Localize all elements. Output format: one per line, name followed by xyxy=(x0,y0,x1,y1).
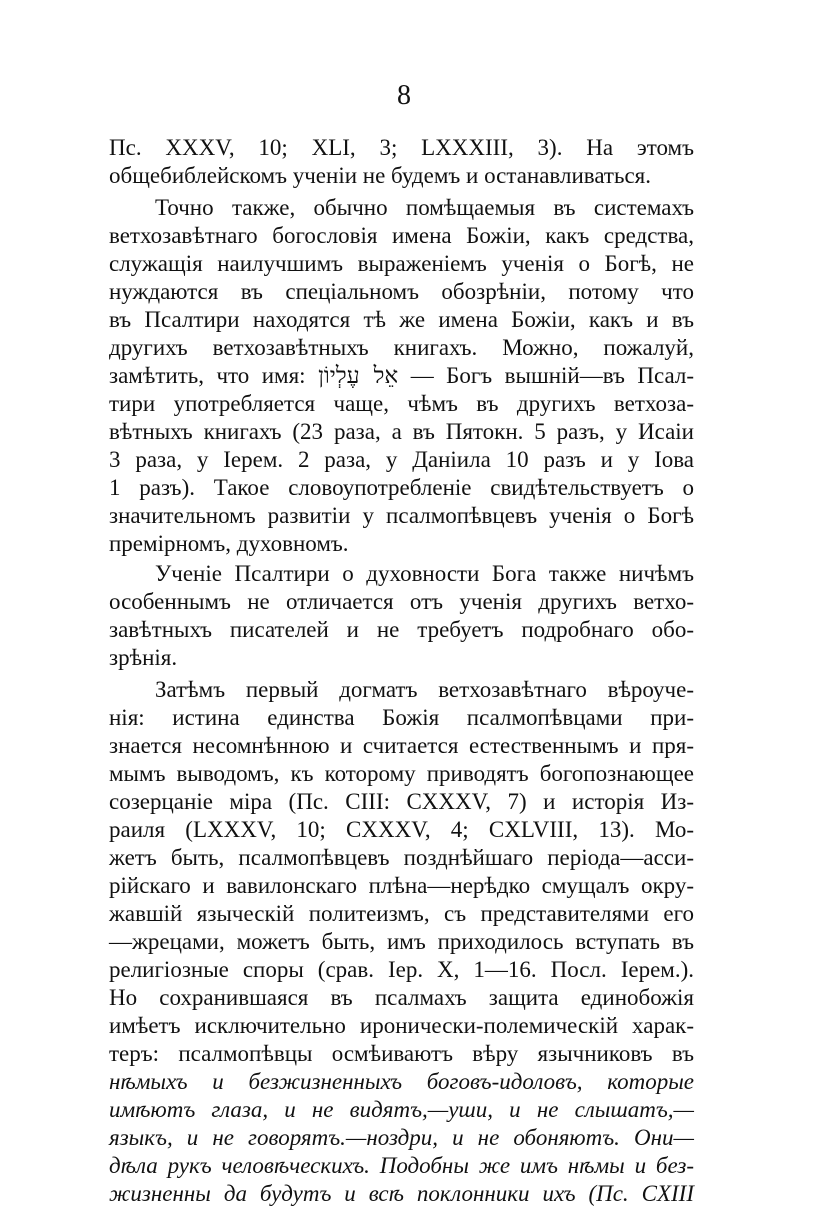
text-line: общебиблейскомъ ученіи не будемъ и останавливаться. xyxy=(109,163,652,188)
text-line-italic: нѣмыхъ и безжизненныхъ боговъ-идоловъ, которые xyxy=(109,1069,694,1094)
text-line: имѣетъ исключительно иронически-полемическій харак- xyxy=(109,1013,694,1038)
text-line: особеннымъ не отличается отъ ученія другихъ ветхо- xyxy=(109,589,694,614)
text-line: значительномъ развитіи у псалмопѣвцевъ ученія о Богѣ xyxy=(109,503,694,528)
text-line: нуждаются въ спеціальномъ обозрѣніи, потому что xyxy=(109,279,694,304)
text-fragment: — Богъ вышній—въ Псал- xyxy=(398,363,694,388)
text-line: зрѣнія. xyxy=(109,645,178,670)
text-line: Ученіе Псалтири о духовности Бога также ничѣмъ xyxy=(155,561,694,586)
text-line: ветхозавѣтнаго богословія имена Божіи, какъ средства, xyxy=(109,223,694,248)
text-line-with-hebrew xyxy=(109,362,694,390)
text-line: тири употребляется чаще, чѣмъ въ другихъ ветхоза- xyxy=(109,391,694,416)
text-line: теръ: псалмопѣвцы осмѣиваютъ вѣру язычниковъ въ xyxy=(109,1041,694,1066)
text-line: завѣтныхъ писателей и не требуетъ подробнаго обо- xyxy=(109,617,694,642)
text-line: Затѣмъ первый догматъ ветхозавѣтнаго вѣроуче- xyxy=(155,677,694,702)
text-line: жетъ быть, псалмопѣвцевъ позднѣйшаго періода—асси- xyxy=(109,845,694,870)
text-line: нія: истина единства Божія псалмопѣвцами при- xyxy=(109,705,694,730)
text-line-italic: имѣютъ глаза, и не видятъ,—уши, и не слышатъ,— xyxy=(109,1097,694,1122)
text-line: въ Псалтири находятся тѣ же имена Божіи, какъ и въ xyxy=(109,307,694,332)
text-fragment: замѣтить, что имя: xyxy=(109,363,319,388)
text-line: Точно также, обычно помѣщаемыя въ системахъ xyxy=(155,195,694,220)
text-line: Но сохранившаяся въ псалмахъ защита единобожія xyxy=(109,985,694,1010)
text-line: —жрецами, можетъ быть, имъ приходилось вступать въ xyxy=(109,929,694,954)
text-line: Пс. XXXV, 10; XLI, 3; LXXXIII, 3). На этомъ xyxy=(109,135,694,160)
page-number: 8 xyxy=(397,80,411,111)
text-line-italic: жизненны да будутъ и всѣ поклонники ихъ (Пс. CXIII xyxy=(109,1181,694,1206)
text-line: религіозные споры (срав. Іер. X, 1—16. Посл. Іерем.). xyxy=(109,957,694,982)
hebrew-name: אֵל עֶלְיוֹן xyxy=(318,363,399,389)
text-line-italic: дѣла рукъ человѣческихъ. Подобны же имъ нѣмы и без- xyxy=(109,1153,694,1178)
text-line: вѣтныхъ книгахъ (23 раза, а въ Пятокн. 5 разъ, у Исаіи xyxy=(109,419,694,444)
text-line: премірномъ, духовномъ. xyxy=(109,531,349,556)
text-line: знается несомнѣнною и считается естественнымъ и пря- xyxy=(109,733,694,758)
text-line: рійскаго и вавилонскаго плѣна—нерѣдко смущалъ окру- xyxy=(109,873,694,898)
text-line: служащія наилучшимъ выраженіемъ ученія о Богѣ, не xyxy=(109,251,694,276)
text-line: мымъ выводомъ, къ которому приводятъ богопознающее xyxy=(109,761,694,786)
text-line: созерцаніе міра (Пс. CIII: CXXXV, 7) и исторія Из- xyxy=(109,789,694,814)
text-line: жавшій языческій политеизмъ, съ представителями его xyxy=(109,901,694,926)
text-line-italic: языкъ, и не говорятъ.—ноздри, и не обоняютъ. Они— xyxy=(109,1125,694,1150)
text-line: 1 разъ). Такое словоупотребленіе свидѣтельствуетъ о xyxy=(109,475,694,500)
text-line: 3 раза, у Іерем. 2 раза, у Даніила 10 разъ и у Іова xyxy=(109,447,694,472)
text-line: раиля (LXXXV, 10; CXXXV, 4; CXLVIII, 13). Мо- xyxy=(109,817,694,842)
text-line: другихъ ветхозавѣтныхъ книгахъ. Можно, пожалуй, xyxy=(109,335,694,360)
